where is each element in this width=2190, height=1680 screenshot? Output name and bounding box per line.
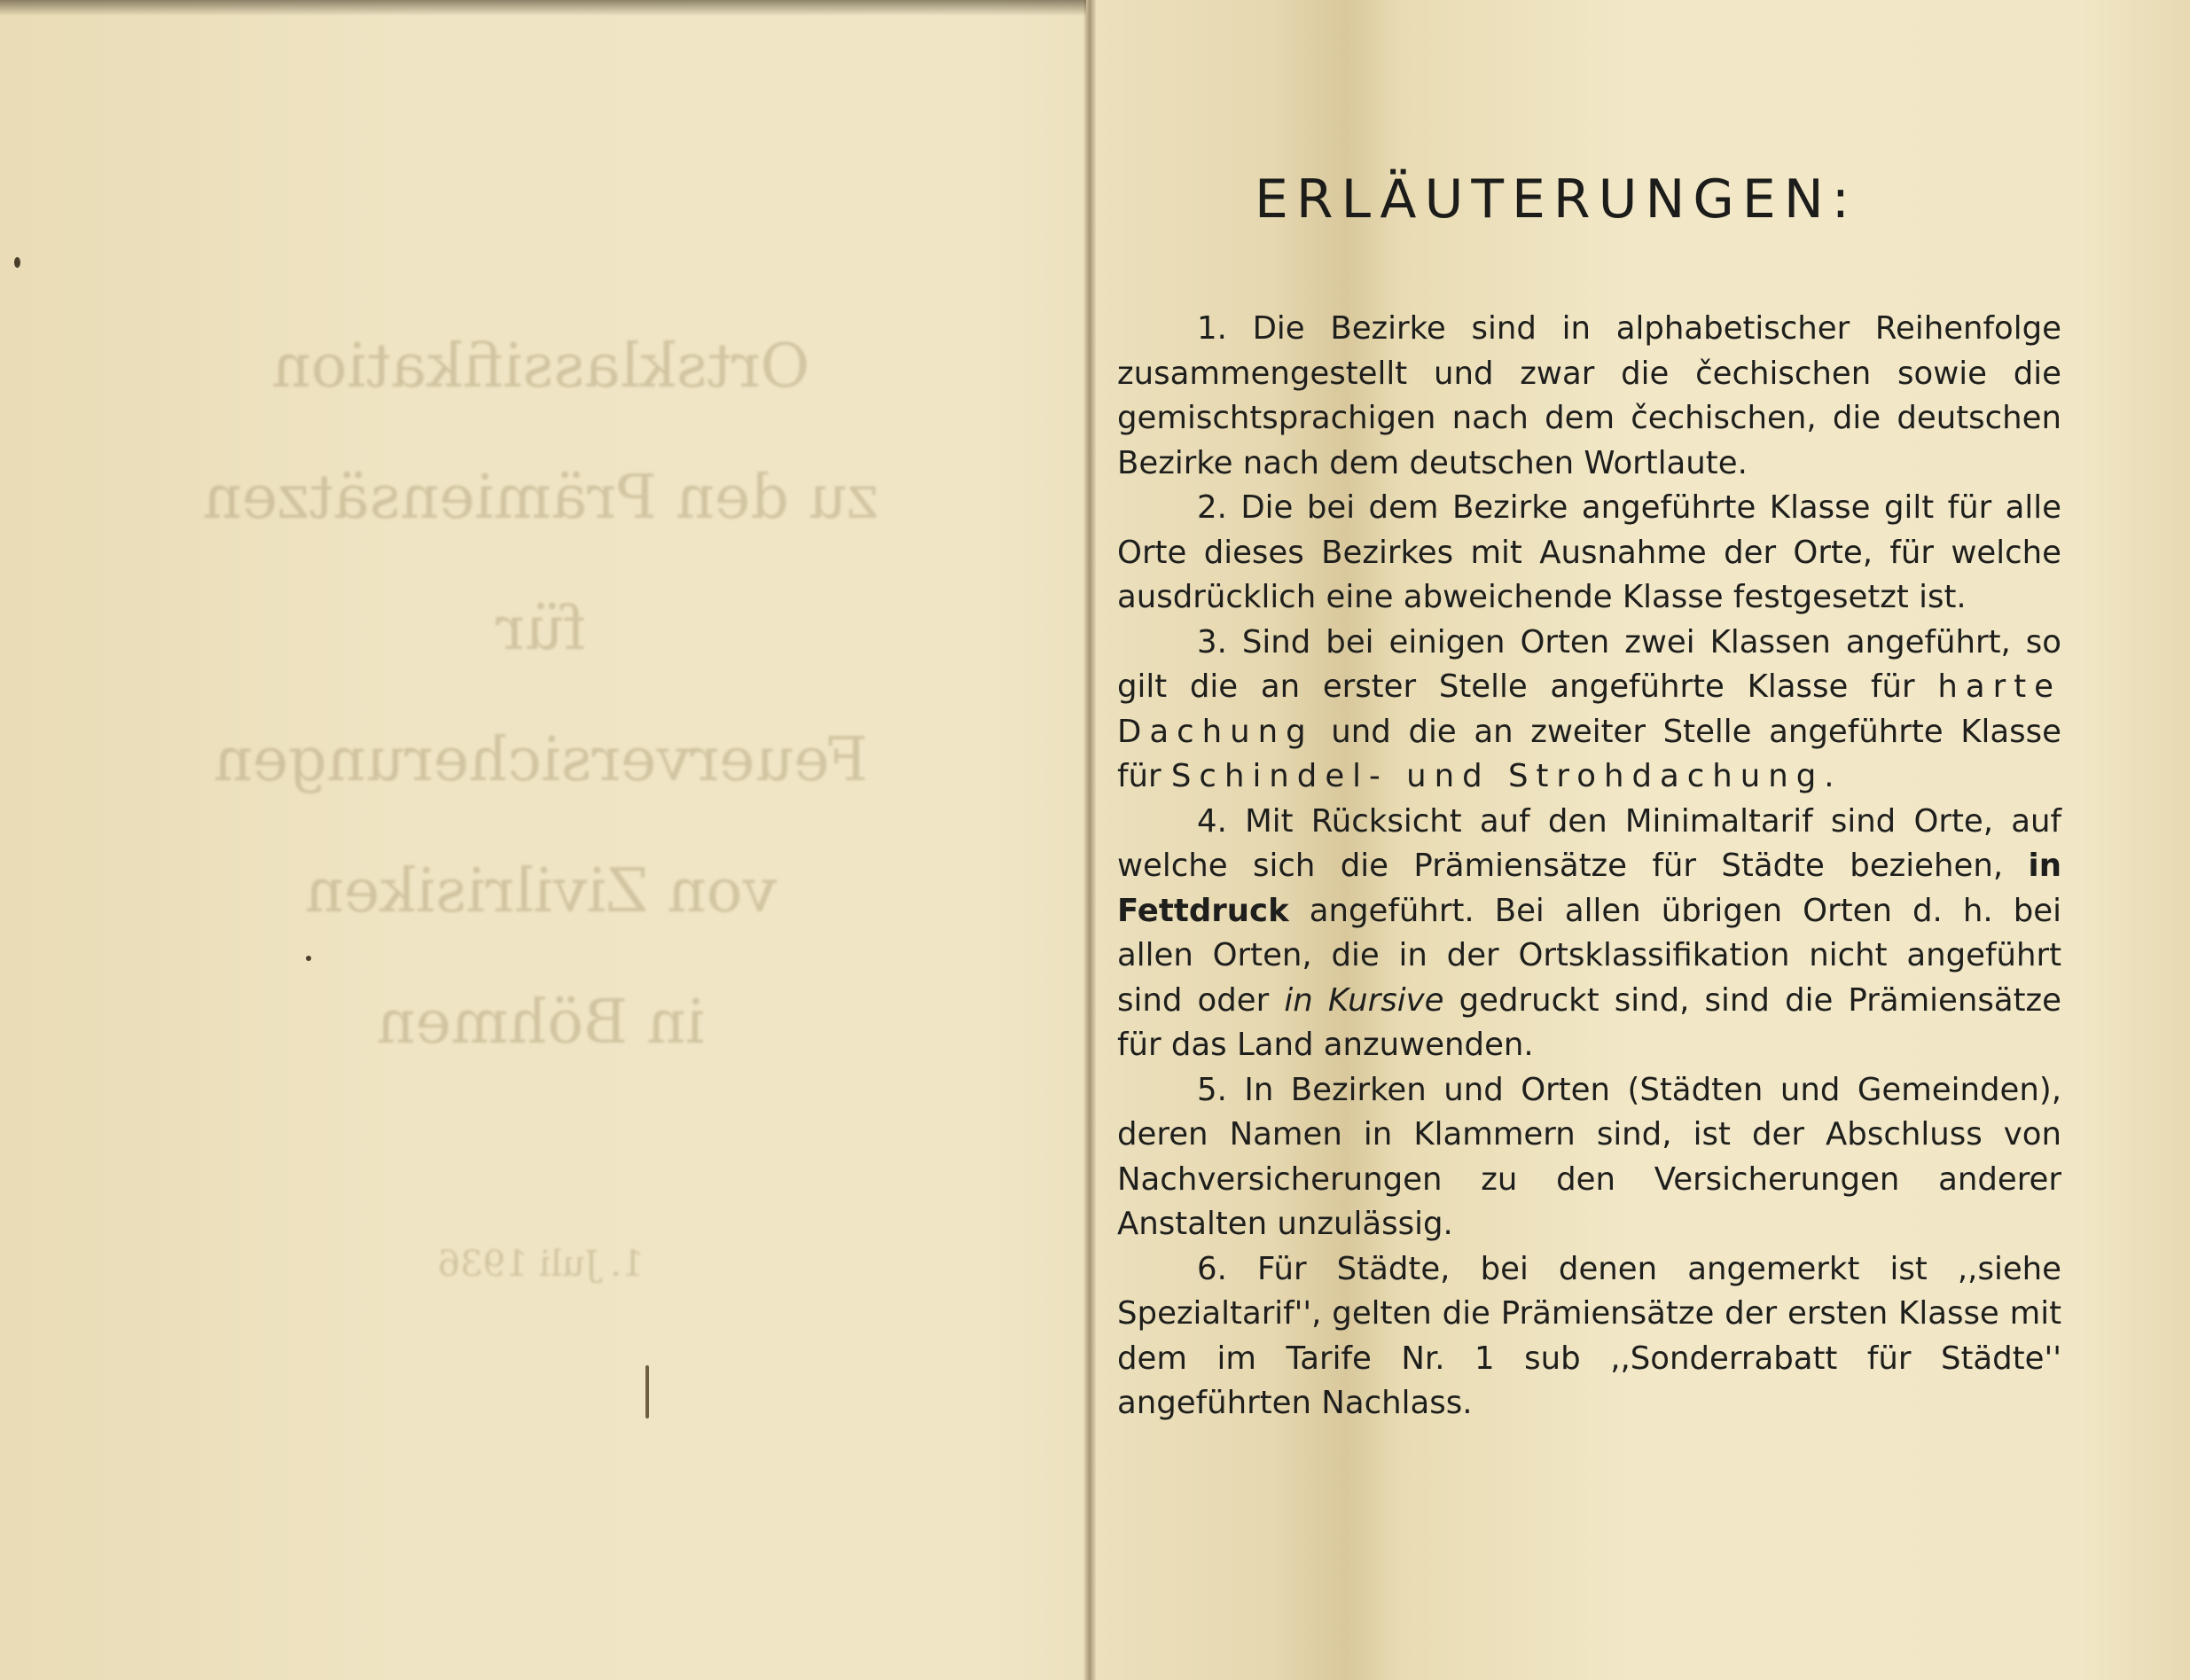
paragraph-4-text: 4. Mit Rücksicht auf den Minimaltarif sind Orte, auf welche sich die Prämiensätze für Städte beziehen,: [1117, 802, 2061, 884]
bleed-line: zu den Prämiensätzen: [202, 463, 880, 533]
bleed-line: von Zivilrisiken: [305, 856, 777, 926]
paragraph-3-text: und die an zweiter Stelle angeführte Klasse für: [1117, 713, 2061, 794]
bold-example: in Fettdruck: [1117, 848, 2061, 929]
bleed-line: Ortsklassifikation: [271, 332, 810, 402]
paper-speck: [306, 956, 311, 961]
spaced-emphasis: Schindel- und Strohdachung.: [1170, 758, 1842, 794]
paragraph-1: 1. Die Bezirke sind in alphabetischer Reihenfolge zusammengestellt und zwar die čechischen sowie die gemischtsprachigen nach dem čechischen, die deutschen Bezirke nach dem deutschen Wortlaute.: [1117, 310, 2061, 481]
spaced-emphasis: harte Dachung: [1117, 668, 2061, 750]
paragraph-4-text: gedruckt sind, sind die Prämiensätze für das Land anzuwenden.: [1117, 981, 2061, 1063]
bleed-line: für: [496, 594, 586, 664]
paragraph-3: [1117, 621, 2061, 800]
paper-speck: [14, 257, 20, 268]
page-title: ERLÄUTERUNGEN:: [1255, 168, 1858, 231]
italic-example: in Kursive: [1284, 981, 1444, 1019]
paper-speck: [645, 1365, 649, 1418]
paragraph-5: 5. In Bezirken und Orten (Städten und Gemeinden), deren Namen in Klammern sind, ist der Abschluss von Nachversicherungen zu den Versicherungen anderer Anstalten unzulässig.: [1117, 1071, 2061, 1242]
paragraph-4: [1117, 800, 2061, 1068]
left-page: [0, 0, 1086, 1680]
paragraph-3-text: 3. Sind bei einigen Orten zwei Klassen angeführt, so gilt die an erster Stelle angeführte Klasse für: [1117, 623, 2061, 705]
bleed-through-text: [142, 301, 940, 1285]
bleed-line: Feuerversicherungen: [214, 725, 868, 795]
paragraph-4-text: angeführt. Bei allen übrigen Orten d. h. bei allen Orten, die in der Ortsklassifikation nicht angeführt sind oder: [1117, 892, 2061, 1019]
bleed-line: in Böhmen: [376, 988, 706, 1058]
paragraph-2: 2. Die bei dem Bezirke angeführte Klasse gilt für alle Orte dieses Bezirkes mit Ausnahme der Orte, für welche ausdrücklich eine abweichende Klasse festgesetzt ist.: [1117, 489, 2061, 615]
explanations-body: [1117, 307, 2061, 1426]
book-gutter: [1083, 0, 1096, 1680]
bleed-date: 1. Juli 1936: [437, 1244, 645, 1285]
paragraph-6: 6. Für Städte, bei denen angemerkt ist ,,siehe Spezialtarif'', gelten die Prämiensätze der ersten Klasse mit dem im Tarife Nr. 1 sub ,,Sonderrabatt für Städte'' angeführten Nachlass.: [1117, 1250, 2061, 1421]
